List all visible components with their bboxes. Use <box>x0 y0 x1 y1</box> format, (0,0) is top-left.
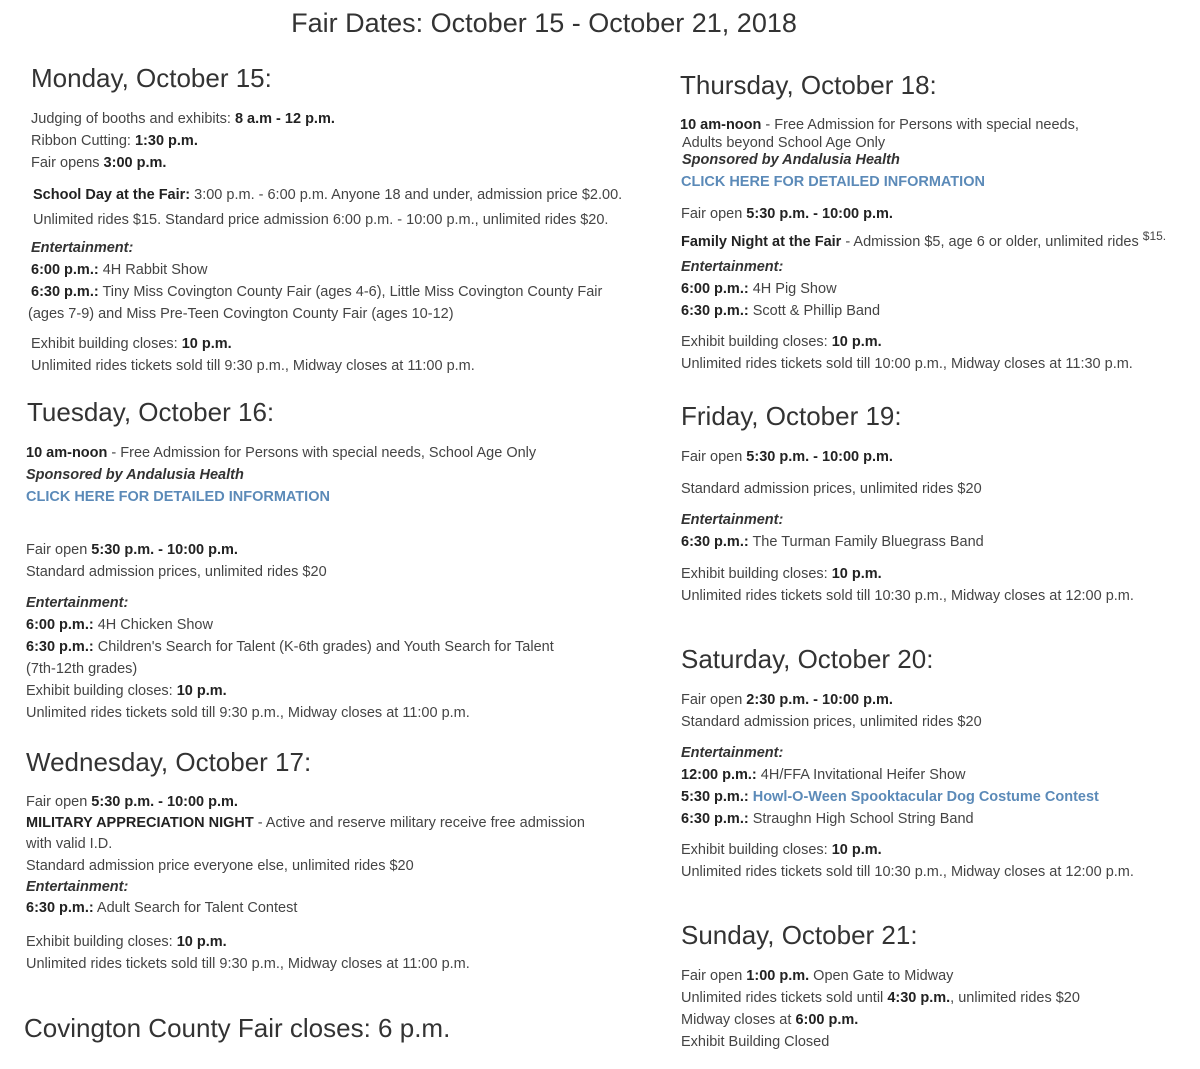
open-label: Fair open <box>681 206 747 222</box>
open-label: Fair open <box>681 449 747 465</box>
saturday-section <box>681 643 933 675</box>
event-time: 6:30 p.m.: <box>31 284 99 300</box>
thursday-heading: Thursday, October 18: <box>680 70 937 100</box>
sponsor-text: Sponsored by Andalusia Health <box>26 467 244 483</box>
event-time: 6:00 p.m.: <box>681 281 749 297</box>
midway-label: Midway closes at <box>681 1012 796 1028</box>
wednesday-heading: Wednesday, October 17: <box>26 747 312 777</box>
special-text: - Free Admission for Persons with special needs, School Age Only <box>107 445 537 461</box>
open-time: 5:30 p.m. - 10:00 p.m. <box>746 206 893 222</box>
event-text: Scott & Phillip Band <box>748 303 881 319</box>
tuesday-schedule <box>26 539 327 583</box>
event-text: Children's Search for Talent (K-6th grades) and Youth Search for Talent <box>93 639 554 655</box>
wednesday-schedule <box>26 792 585 919</box>
event-text: 4H Chicken Show <box>93 617 213 633</box>
exhibit-time: 10 p.m. <box>176 934 227 950</box>
sunday-schedule <box>681 965 1080 1053</box>
details-link[interactable]: CLICK HERE FOR DETAILED INFORMATION <box>681 174 985 190</box>
fair-closes-heading: Covington County Fair closes: 6 p.m. <box>24 1013 451 1043</box>
unlimited-rides: Unlimited rides tickets sold till 9:30 p.m., Midway closes at 11:00 p.m. <box>31 358 475 374</box>
event-text: 4H Pig Show <box>748 281 837 297</box>
special-text: - Free Admission for Persons with special needs, <box>761 117 1079 133</box>
thursday-special <box>680 117 1079 170</box>
entertainment-label: Entertainment: <box>681 259 784 275</box>
exhibit-time: 10 p.m. <box>831 566 882 582</box>
monday-school-day <box>33 183 622 233</box>
exhibit-label: Exhibit building closes: <box>26 683 177 699</box>
wednesday-closing <box>26 931 470 975</box>
exhibit-label: Exhibit building closes: <box>26 934 177 950</box>
military-text-2: with valid I.D. <box>26 836 113 853</box>
event-time: 5:30 p.m.: <box>681 789 749 805</box>
entertainment-label: Entertainment: <box>681 745 784 761</box>
standard-admission: Standard admission price everyone else, unlimited rides $20 <box>26 857 414 874</box>
event-time: 12:00 p.m.: <box>681 767 757 783</box>
event-text: Straughn High School String Band <box>748 811 974 827</box>
event-text: The Turman Family Bluegrass Band <box>748 534 984 550</box>
event-time: 6:00 p.m.: <box>31 262 99 278</box>
unlimited-rides: Unlimited rides tickets sold till 10:30 p.m., Midway closes at 12:00 p.m. <box>681 588 1134 604</box>
exhibit-label: Exhibit building closes: <box>681 566 832 582</box>
saturday-closing <box>681 839 1134 883</box>
special-time: 10 am-noon <box>26 445 108 461</box>
family-label: Family Night at the Fair <box>681 233 842 250</box>
open-time: 5:30 p.m. - 10:00 p.m. <box>91 794 238 810</box>
opens-label: Fair opens <box>31 155 104 171</box>
open-label: Fair open <box>681 968 747 984</box>
unlimited-text: , unlimited rides $20 <box>950 990 1080 1006</box>
entertainment-label: Entertainment: <box>31 240 134 256</box>
saturday-schedule <box>681 689 982 733</box>
judging-label: Judging of booths and exhibits: <box>31 111 235 127</box>
tuesday-heading: Tuesday, October 16: <box>27 397 275 427</box>
sunday-section <box>681 919 918 951</box>
open-label: Fair open <box>26 542 92 558</box>
monday-section <box>31 62 272 94</box>
friday-entertainment <box>681 509 984 553</box>
exhibit-time: 10 p.m. <box>831 334 882 350</box>
monday-closing <box>31 333 475 377</box>
standard-admission: Standard admission prices, unlimited rides $20 <box>681 714 982 730</box>
exhibit-time: 10 p.m. <box>181 336 232 352</box>
tuesday-special <box>26 442 536 508</box>
exhibit-time: 10 p.m. <box>831 842 882 858</box>
event-text: Tiny Miss Covington County Fair (ages 4-6), Little Miss Covington County Fair <box>98 284 603 300</box>
unlimited-rides: Unlimited rides tickets sold till 9:30 p.m., Midway closes at 11:00 p.m. <box>26 956 470 972</box>
event-time: 6:30 p.m.: <box>26 900 94 917</box>
monday-event-continued: (ages 7-9) and Miss Pre-Teen Covington County Fair (ages 10-12) <box>28 306 454 322</box>
open-time: 5:30 p.m. - 10:00 p.m. <box>91 542 238 558</box>
event-text-continued: (7th-12th grades) <box>26 661 138 677</box>
open-label: Fair open <box>26 794 92 810</box>
entertainment-label: Entertainment: <box>26 595 129 611</box>
unlimited-label: Unlimited rides tickets sold until <box>681 990 888 1006</box>
dog-costume-contest-link[interactable]: Howl-O-Ween Spooktacular Dog Costume Contest <box>752 789 1099 805</box>
event-text: 4H/FFA Invitational Heifer Show <box>756 767 966 783</box>
event-time: 6:00 p.m.: <box>26 617 94 633</box>
monday-schedule <box>31 108 335 174</box>
opens-time: 3:00 p.m. <box>103 155 167 171</box>
special-time: 10 am-noon <box>680 117 762 133</box>
event-time: 6:30 p.m.: <box>681 303 749 319</box>
tuesday-section <box>27 396 274 428</box>
thursday-entertainment <box>681 256 880 322</box>
exhibit-time: 10 p.m. <box>176 683 227 699</box>
friday-section <box>681 400 902 432</box>
family-text: - Admission $5, age 6 or older, unlimited rides <box>841 233 1139 250</box>
tuesday-entertainment <box>26 592 554 724</box>
ribbon-time: 1:30 p.m. <box>134 133 198 149</box>
special-text-2: Adults beyond School Age Only <box>682 134 886 151</box>
saturday-heading: Saturday, October 20: <box>681 644 934 674</box>
open-time: 1:00 p.m. <box>746 968 810 984</box>
ribbon-label: Ribbon Cutting: <box>31 133 135 149</box>
school-text-2: Unlimited rides $15. Standard price admission 6:00 p.m. - 10:00 p.m., unlimited rides $20. <box>33 212 609 228</box>
entertainment-label: Entertainment: <box>26 878 129 895</box>
details-link[interactable]: CLICK HERE FOR DETAILED INFORMATION <box>26 489 330 505</box>
entertainment-label: Entertainment: <box>681 512 784 528</box>
friday-heading: Friday, October 19: <box>681 401 902 431</box>
monday-heading: Monday, October 15: <box>31 63 272 93</box>
exhibit-label: Exhibit building closes: <box>681 334 832 350</box>
exhibit-label: Exhibit building closes: <box>681 842 832 858</box>
open-text: Open Gate to Midway <box>809 968 954 984</box>
standard-admission: Standard admission prices, unlimited rides $20 <box>26 564 327 580</box>
friday-open <box>681 446 893 468</box>
event-time: 6:30 p.m.: <box>681 534 749 550</box>
sunday-heading: Sunday, October 21: <box>681 920 918 950</box>
exhibit-closed: Exhibit Building Closed <box>681 1034 830 1050</box>
saturday-entertainment <box>681 742 1099 830</box>
open-label: Fair open <box>681 692 747 708</box>
event-time: 6:30 p.m.: <box>26 639 94 655</box>
friday-closing <box>681 563 1134 607</box>
sponsor-text: Sponsored by Andalusia Health <box>682 152 900 168</box>
thursday-section <box>680 69 937 101</box>
event-time: 6:30 p.m.: <box>681 811 749 827</box>
unlimited-rides: Unlimited rides tickets sold till 10:00 p.m., Midway closes at 11:30 p.m. <box>681 356 1133 372</box>
midway-time: 6:00 p.m. <box>795 1012 859 1028</box>
exhibit-label: Exhibit building closes: <box>31 336 182 352</box>
unlimited-time: 4:30 p.m. <box>887 990 951 1006</box>
event-text: 4H Rabbit Show <box>98 262 208 278</box>
wednesday-section <box>26 746 311 778</box>
family-price: $15. <box>1142 229 1167 243</box>
unlimited-rides: Unlimited rides tickets sold till 9:30 p.m., Midway closes at 11:00 p.m. <box>26 705 470 721</box>
school-text: 3:00 p.m. - 6:00 p.m. Anyone 18 and under, admission price $2.00. <box>190 187 623 203</box>
open-time: 5:30 p.m. - 10:00 p.m. <box>746 449 893 465</box>
military-text: - Active and reserve military receive free admission <box>253 815 585 832</box>
school-label: School Day at the Fair: <box>33 187 191 203</box>
open-time: 2:30 p.m. - 10:00 p.m. <box>746 692 893 708</box>
page-title: Fair Dates: October 15 - October 21, 2018 <box>291 8 797 38</box>
thursday-closing <box>681 331 1133 375</box>
military-label: MILITARY APPRECIATION NIGHT <box>26 815 254 832</box>
thursday-schedule <box>681 203 1166 253</box>
judging-time: 8 a.m - 12 p.m. <box>234 111 335 127</box>
standard-admission: Standard admission prices, unlimited rides $20 <box>681 481 982 497</box>
monday-entertainment <box>31 237 602 303</box>
event-text: Adult Search for Talent Contest <box>93 900 298 917</box>
unlimited-rides: Unlimited rides tickets sold till 10:30 p.m., Midway closes at 12:00 p.m. <box>681 864 1134 880</box>
